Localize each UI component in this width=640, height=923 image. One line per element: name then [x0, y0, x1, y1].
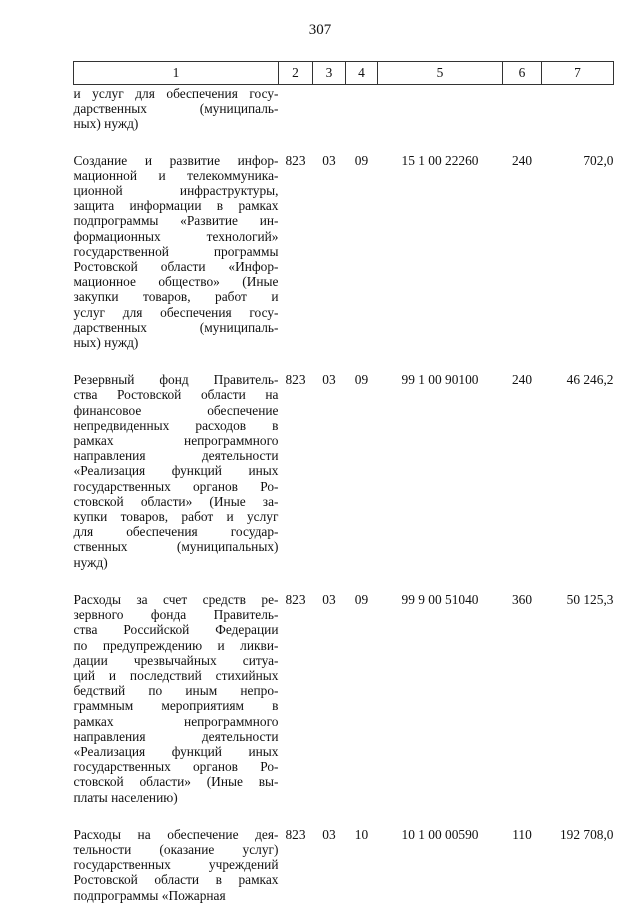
- description-line: подпрограммы «Пожарная: [73, 887, 226, 903]
- description-line: платы населению): [73, 789, 178, 805]
- description-line: защита информации в рамках: [73, 198, 279, 214]
- ministry-code: 823: [285, 826, 306, 842]
- target-article-code: 99 9 00 51040: [401, 591, 479, 607]
- column-header-1: 1: [74, 62, 279, 85]
- description-line: тельности (оказание услуг): [73, 841, 279, 857]
- description-line: направления деятельности: [73, 448, 279, 464]
- description-line: услуг для обеспечения госу-: [73, 304, 279, 320]
- table-row: [74, 590, 614, 825]
- amount-value: 192 708,0: [559, 826, 614, 842]
- description-line: «Реализация функций иных: [73, 743, 279, 759]
- expense-type-code: 240: [511, 152, 533, 168]
- column-header-5: 5: [378, 62, 503, 85]
- column-header-2: 2: [279, 62, 313, 85]
- description-line: ства Российской Федерации: [73, 622, 279, 638]
- budget-table: [73, 61, 614, 923]
- section-code: 03: [322, 372, 336, 388]
- column-header-6: 6: [503, 62, 542, 85]
- table-row: [74, 85, 614, 151]
- table-row: [74, 151, 614, 371]
- description-line: купки товаров, работ и услуг: [73, 509, 279, 525]
- column-header-3: 3: [313, 62, 346, 85]
- description-line: дации чрезвычайных ситуа-: [73, 652, 279, 668]
- description-line: зервного фонда Правитель-: [73, 607, 279, 623]
- description-line: Ростовской области в рамках: [73, 872, 279, 888]
- description-line: рамках непрограммного: [73, 713, 279, 729]
- description-line: Ростовской области «Инфор-: [73, 259, 279, 275]
- table-body: [74, 85, 614, 923]
- amount-value: 702,0: [583, 152, 614, 168]
- row-description: [74, 85, 279, 151]
- description-line: нужд): [73, 554, 108, 570]
- description-line: ций и последствий стихийных: [73, 667, 279, 683]
- row-description: [74, 151, 279, 371]
- description-line: финансовое обеспечение: [73, 402, 279, 418]
- amount-value: 46 246,2: [566, 372, 614, 388]
- description-line: рамках непрограммного: [73, 433, 279, 449]
- expense-type-code: 360: [511, 591, 533, 607]
- description-line: Резервный фонд Правитель-: [73, 372, 279, 388]
- description-line: по предупреждению и ликви-: [73, 637, 279, 653]
- ministry-code: [279, 85, 313, 151]
- description-line: мационной и телекоммуника-: [73, 167, 279, 183]
- section-code: [313, 85, 346, 151]
- column-header-4: 4: [346, 62, 378, 85]
- expense-type-code: [503, 85, 542, 151]
- subsection-code: 10: [354, 826, 369, 842]
- subsection-code: 09: [354, 591, 369, 607]
- description-line: Расходы за счет средств ре-: [73, 591, 279, 607]
- subsection-code: 09: [354, 152, 369, 168]
- expense-type-code: 110: [512, 826, 532, 842]
- target-article-code: 99 1 00 90100: [401, 372, 479, 388]
- description-line: непредвиденных расходов в: [73, 417, 279, 433]
- description-line: направления деятельности: [73, 728, 279, 744]
- description-line: бедствий по иным непро-: [73, 683, 279, 699]
- ministry-code: 823: [285, 591, 306, 607]
- description-line: и услуг для обеспечения госу-: [73, 86, 279, 101]
- table-row: [74, 370, 614, 590]
- target-article-code: [378, 85, 503, 151]
- description-line: «Реализация функций иных: [73, 463, 279, 479]
- description-line: мационное общество» (Иные: [73, 274, 279, 290]
- description-line: ственных (муниципальных): [73, 539, 279, 555]
- section-code: 03: [322, 826, 336, 842]
- column-header-7: 7: [542, 62, 614, 85]
- description-line: государственных органов Ро-: [73, 759, 279, 775]
- section-code: 03: [322, 152, 336, 168]
- description-line: государственных учреждений: [73, 857, 279, 873]
- description-line: граммным мероприятиям в: [73, 698, 279, 714]
- description-line: дарственных (муниципаль-: [73, 101, 279, 117]
- description-line: для обеспечения государ-: [73, 524, 279, 540]
- description-line: дарственных (муниципаль-: [73, 319, 279, 335]
- table-row: [74, 825, 614, 923]
- ministry-code: 823: [285, 372, 306, 388]
- description-line: ных) нужд): [73, 335, 139, 351]
- row-description: [74, 370, 279, 590]
- description-line: ства Ростовской области на: [73, 387, 279, 403]
- description-line: Создание и развитие инфор-: [73, 152, 279, 168]
- ministry-code: 823: [285, 152, 306, 168]
- row-description: [74, 590, 279, 825]
- subsection-code: [346, 85, 378, 151]
- amount-value: 50 125,3: [566, 591, 614, 607]
- description-line: государственных органов Ро-: [73, 478, 279, 494]
- description-line: закупки товаров, работ и: [73, 289, 279, 305]
- subsection-code: 09: [354, 372, 369, 388]
- expense-type-code: 240: [511, 372, 533, 388]
- section-code: 03: [322, 591, 336, 607]
- description-line: стовской области» (Иные за-: [73, 493, 279, 509]
- description-line: формационных технологий»: [73, 228, 279, 244]
- description-line: стовской области» (Иные вы-: [73, 774, 279, 790]
- target-article-code: 10 1 00 00590: [401, 826, 479, 842]
- description-line: Расходы на обеспечение дея-: [73, 826, 279, 842]
- description-line: ционной инфраструктуры,: [73, 183, 279, 199]
- amount-value: [542, 85, 614, 151]
- table-header-row: [74, 62, 614, 85]
- description-line: государственной программы: [73, 243, 279, 259]
- page-number: 307: [308, 22, 332, 38]
- target-article-code: 15 1 00 22260: [401, 152, 479, 168]
- description-line: ных) нужд): [73, 116, 139, 132]
- description-line: подпрограммы «Развитие ин-: [73, 213, 279, 229]
- row-description: [74, 825, 279, 923]
